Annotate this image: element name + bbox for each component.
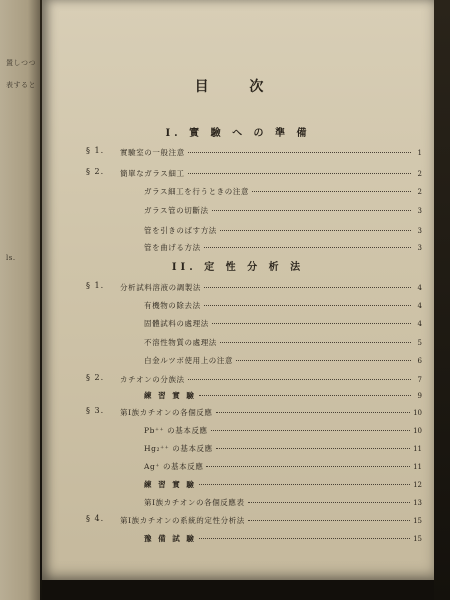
toc-entry-page-number: 15 xyxy=(413,535,422,543)
toc-entry-page-number: 3 xyxy=(417,244,422,252)
toc-entry-label: 練 習 實 驗 xyxy=(144,480,196,489)
toc-entry-page-number: 10 xyxy=(413,427,422,435)
dot-leader xyxy=(220,230,411,231)
toc-entry-label: 練 習 實 驗 xyxy=(144,391,196,400)
dot-leader xyxy=(204,287,411,288)
dot-leader xyxy=(248,520,410,521)
toc-entry[interactable] xyxy=(144,533,422,545)
toc-entry-label: 有機物の除去法 xyxy=(144,301,201,310)
toc-entry-label: カチオンの分族法 xyxy=(120,375,185,384)
section-number: § 3. xyxy=(86,406,105,415)
toc-entry-page-number: 6 xyxy=(417,357,422,365)
toc-entry[interactable] xyxy=(144,242,422,254)
toc-entry[interactable] xyxy=(144,318,422,330)
dot-leader xyxy=(199,484,410,485)
dot-leader xyxy=(204,305,411,306)
page-bottom-shadow xyxy=(42,580,434,600)
toc-entry[interactable] xyxy=(120,168,422,180)
dot-leader xyxy=(212,210,411,211)
toc-entry[interactable] xyxy=(144,425,422,437)
toc-title: 目 次 xyxy=(194,79,282,95)
toc-entry-page-number: 3 xyxy=(417,207,422,215)
toc-entry-page-number: 11 xyxy=(413,463,422,471)
toc-entry-page-number: 13 xyxy=(413,499,422,507)
dot-leader xyxy=(199,538,410,539)
dot-leader xyxy=(248,502,410,503)
toc-entry[interactable] xyxy=(144,300,422,312)
toc-entry-page-number: 2 xyxy=(417,188,422,196)
toc-entry-label: 豫 備 試 驗 xyxy=(144,534,196,543)
dot-leader xyxy=(199,395,411,396)
dot-leader xyxy=(211,430,410,431)
toc-entry-label: 管を曲げる方法 xyxy=(144,243,201,252)
toc-entry-page-number: 1 xyxy=(417,149,422,157)
toc-entry-label: 不溶性物質の處理法 xyxy=(144,338,217,347)
toc-entry-page-number: 10 xyxy=(413,409,422,417)
toc-entry-page-number: 9 xyxy=(417,392,422,400)
dot-leader xyxy=(204,247,411,248)
toc-entry[interactable] xyxy=(144,337,422,349)
toc-entry[interactable] xyxy=(144,390,422,402)
dot-leader xyxy=(216,448,410,449)
section-number: § 2. xyxy=(86,373,105,382)
toc-entry[interactable] xyxy=(144,205,422,217)
toc-entry-page-number: 4 xyxy=(417,302,422,310)
toc-entry-page-number: 2 xyxy=(417,170,422,178)
toc-entry-label: 第Ⅰ族カチオンの系統的定性分析法 xyxy=(120,516,245,525)
toc-entry-label: 分析試料溶液の調製法 xyxy=(120,283,201,292)
toc-entry[interactable] xyxy=(144,225,422,237)
toc-entry-label: 第Ⅰ族カチオンの各個反應表 xyxy=(144,498,245,507)
toc-entry-page-number: 5 xyxy=(417,339,422,347)
toc-entry-label: Ag⁺ の基本反應 xyxy=(144,462,204,471)
toc-entry-label: Hg₂⁺⁺ の基本反應 xyxy=(144,444,213,453)
dot-leader xyxy=(206,466,410,467)
previous-page xyxy=(0,0,40,600)
toc-entry[interactable] xyxy=(120,515,422,527)
toc-entry[interactable] xyxy=(120,407,422,419)
toc-entry-label: 白金ルツボ使用上の注意 xyxy=(144,356,234,365)
section-number: § 1. xyxy=(86,281,105,290)
toc-entry-label: ガラス細工を行うときの注意 xyxy=(144,187,250,196)
toc-entry-label: ガラス管の切斷法 xyxy=(144,206,209,215)
dot-leader xyxy=(188,379,411,380)
dot-leader xyxy=(252,191,411,192)
toc-entry-page-number: 11 xyxy=(413,445,422,453)
prev-page-text: 置しつつ xyxy=(6,59,36,67)
dot-leader xyxy=(220,342,411,343)
toc-entry[interactable] xyxy=(144,497,422,509)
toc-entry[interactable] xyxy=(144,355,422,367)
dot-leader xyxy=(236,360,411,361)
section-number: § 1. xyxy=(86,146,105,155)
book-page xyxy=(42,0,434,580)
toc-entry-page-number: 15 xyxy=(413,517,422,525)
toc-entry-label: 第Ⅰ族カチオンの各個反應 xyxy=(120,408,213,417)
prev-page-text: ls. xyxy=(6,254,16,262)
toc-entry-label: 固體試料の處理法 xyxy=(144,319,209,328)
section-number: § 2. xyxy=(86,167,105,176)
toc-entry[interactable] xyxy=(144,461,422,473)
toc-entry-page-number: 3 xyxy=(417,227,422,235)
toc-entry[interactable] xyxy=(144,479,422,491)
section-number: § 4. xyxy=(86,514,105,523)
toc-entry[interactable] xyxy=(144,443,422,455)
toc-entry-label: 實驗室の一般注意 xyxy=(120,148,185,157)
toc-entry[interactable] xyxy=(120,147,422,159)
dot-leader xyxy=(212,323,411,324)
toc-entry[interactable] xyxy=(120,374,422,386)
toc-entry-label: 簡單なガラス細工 xyxy=(120,169,185,178)
toc-entry-label: 管を引きのばす方法 xyxy=(144,226,217,235)
toc-entry[interactable] xyxy=(144,186,422,198)
toc-entry-page-number: 7 xyxy=(417,376,422,384)
toc-entry-label: Pb⁺⁺ の基本反應 xyxy=(144,426,208,435)
section-heading: I. 實 驗 へ の 準 備 xyxy=(165,128,311,139)
dot-leader xyxy=(188,152,411,153)
toc-entry[interactable] xyxy=(120,282,422,294)
prev-page-text: 表すると xyxy=(6,81,36,89)
toc-entry-page-number: 4 xyxy=(417,284,422,292)
toc-entry-page-number: 4 xyxy=(417,320,422,328)
dot-leader xyxy=(188,173,411,174)
section-heading: II. 定 性 分 析 法 xyxy=(171,262,305,273)
toc-entry-page-number: 12 xyxy=(413,481,422,489)
dot-leader xyxy=(216,412,411,413)
